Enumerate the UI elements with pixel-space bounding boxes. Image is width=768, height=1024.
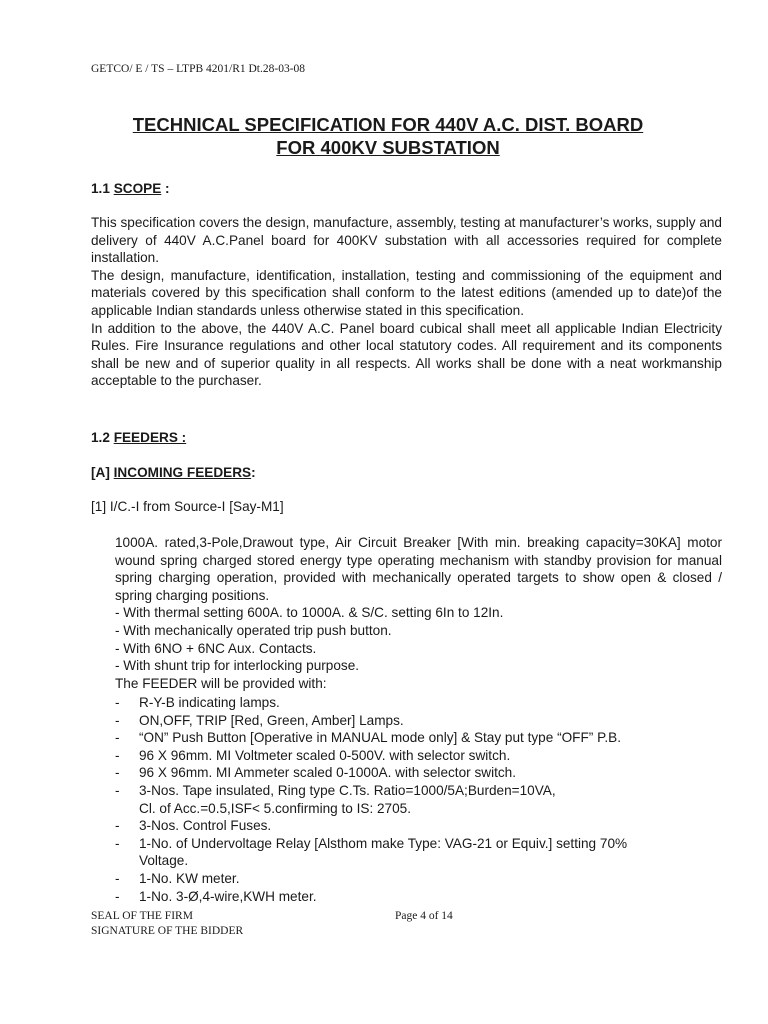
breaker-description: 1000A. rated,3-Pole,Drawout type, Air Circuit Breaker [With min. breaking capacity=30KA] motor wound spring charged stored energy type operating mechanism with standby provision for manual spring charging operation, provided with mechanically operated targets to show open & closed / spring charging positions. — [115, 535, 722, 603]
list-item — [115, 747, 722, 765]
item-1-label: [1] I/C.-I from Source-I [Say-M1] — [91, 499, 284, 514]
list-item — [115, 764, 722, 782]
list-item-text: 3-Nos. Tape insulated, Ring type C.Ts. Ratio=1000/5A;Burden=10VA, — [139, 782, 556, 798]
dash-bullet: - — [115, 730, 120, 746]
list-item-text: 1-No. 3-Ø,4-wire,KWH meter. — [139, 888, 317, 904]
section-a-heading — [91, 464, 256, 482]
scope-text — [91, 214, 722, 390]
list-item — [115, 870, 722, 888]
signature-of-bidder: SIGNATURE OF THE BIDDER — [91, 925, 244, 937]
seal-of-firm: SEAL OF THE FIRM — [91, 910, 193, 922]
list-item — [115, 729, 722, 747]
section-label: FEEDERS : — [113, 430, 187, 445]
section-label: INCOMING FEEDERS — [113, 465, 252, 480]
document-reference: GETCO/ E / TS – LTPB 4201/R1 Dt.28-03-08 — [91, 63, 306, 75]
title-line-2: FOR 400KV SUBSTATION — [276, 137, 500, 158]
scope-paragraph: This specification covers the design, manufacture, assembly, testing at manufacturer’s works, supply and delivery of 440V A.C.Panel board for 400KV substation with all accessories required for complete installation. — [91, 215, 722, 266]
list-item — [115, 694, 722, 712]
list-item-text: “ON” Push Button [Operative in MANUAL mode only] & Stay put type “OFF” P.B. — [139, 730, 622, 746]
feature-item: - With mechanically operated trip push button. — [115, 622, 392, 638]
title-line-1: TECHNICAL SPECIFICATION FOR 440V A.C. DIST. BOARD — [132, 114, 644, 135]
dash-bullet: - — [115, 818, 120, 834]
dash-bullet: - — [115, 712, 120, 728]
list-item — [115, 712, 722, 730]
list-item-text: 3-Nos. Control Fuses. — [139, 818, 272, 834]
dash-bullet: - — [115, 888, 120, 904]
page-number: Page 4 of 14 — [395, 910, 453, 922]
provided-with-list — [115, 694, 722, 905]
list-item-text: 96 X 96mm. MI Ammeter scaled 0-1000A. with selector switch. — [139, 765, 516, 781]
section-prefix: [A] — [91, 465, 114, 480]
list-item — [115, 835, 722, 870]
feeder-description — [115, 534, 722, 692]
feature-item: - With 6NO + 6NC Aux. Contacts. — [115, 640, 317, 656]
dash-bullet: - — [115, 765, 120, 781]
section-suffix: : — [251, 465, 256, 480]
list-item-continuation: Voltage. — [139, 853, 189, 869]
dash-bullet: - — [115, 870, 120, 886]
list-item-text: ON,OFF, TRIP [Red, Green, Amber] Lamps. — [139, 712, 404, 728]
dash-bullet: - — [115, 747, 120, 763]
list-item-text: 1-No. KW meter. — [139, 870, 240, 886]
section-1-2-heading — [91, 429, 186, 447]
list-item — [115, 817, 722, 835]
scope-paragraph: In addition to the above, the 440V A.C. Panel board cubical shall meet all applicable Indian Electricity Rules. Fire Insurance regulations and other local statutory codes. All requirement and its components shall be new and of superior quality in all respects. All works shall be done with a neat workmanship acceptable to the purchaser. — [91, 320, 722, 389]
section-label: SCOPE — [113, 181, 162, 196]
section-number: 1.2 — [91, 430, 114, 445]
feature-item: - With thermal setting 600A. to 1000A. & S/C. setting 6In to 12In. — [115, 605, 504, 621]
list-item — [115, 888, 722, 906]
feature-item: - With shunt trip for interlocking purpose. — [115, 658, 360, 674]
list-item — [115, 782, 722, 817]
scope-paragraph: The design, manufacture, identification, installation, testing and commissioning of the equipment and materials covered by this specification shall conform to the latest editions (amended up to date)of the applicable Indian standards unless otherwise stated in this specification. — [91, 267, 722, 318]
footer-seal-block — [91, 909, 243, 939]
list-item-text: 96 X 96mm. MI Voltmeter scaled 0-500V. with selector switch. — [139, 747, 511, 763]
list-item-continuation: Cl. of Acc.=0.5,ISF< 5.confirming to IS: 2705. — [139, 800, 412, 816]
list-item-text: R-Y-B indicating lamps. — [139, 695, 280, 710]
section-suffix: : — [161, 181, 170, 196]
dash-bullet: - — [115, 782, 120, 798]
dash-bullet: - — [115, 695, 120, 710]
feature-list — [115, 604, 722, 674]
section-number: 1.1 — [91, 181, 114, 196]
list-item-text: 1-No. of Undervoltage Relay [Alsthom make Type: VAG-21 or Equiv.] setting 70% — [139, 835, 628, 851]
page-title — [91, 113, 685, 159]
dash-bullet: - — [115, 835, 120, 851]
provided-with-label: The FEEDER will be provided with: — [115, 675, 327, 691]
section-1-1-heading — [91, 180, 170, 198]
